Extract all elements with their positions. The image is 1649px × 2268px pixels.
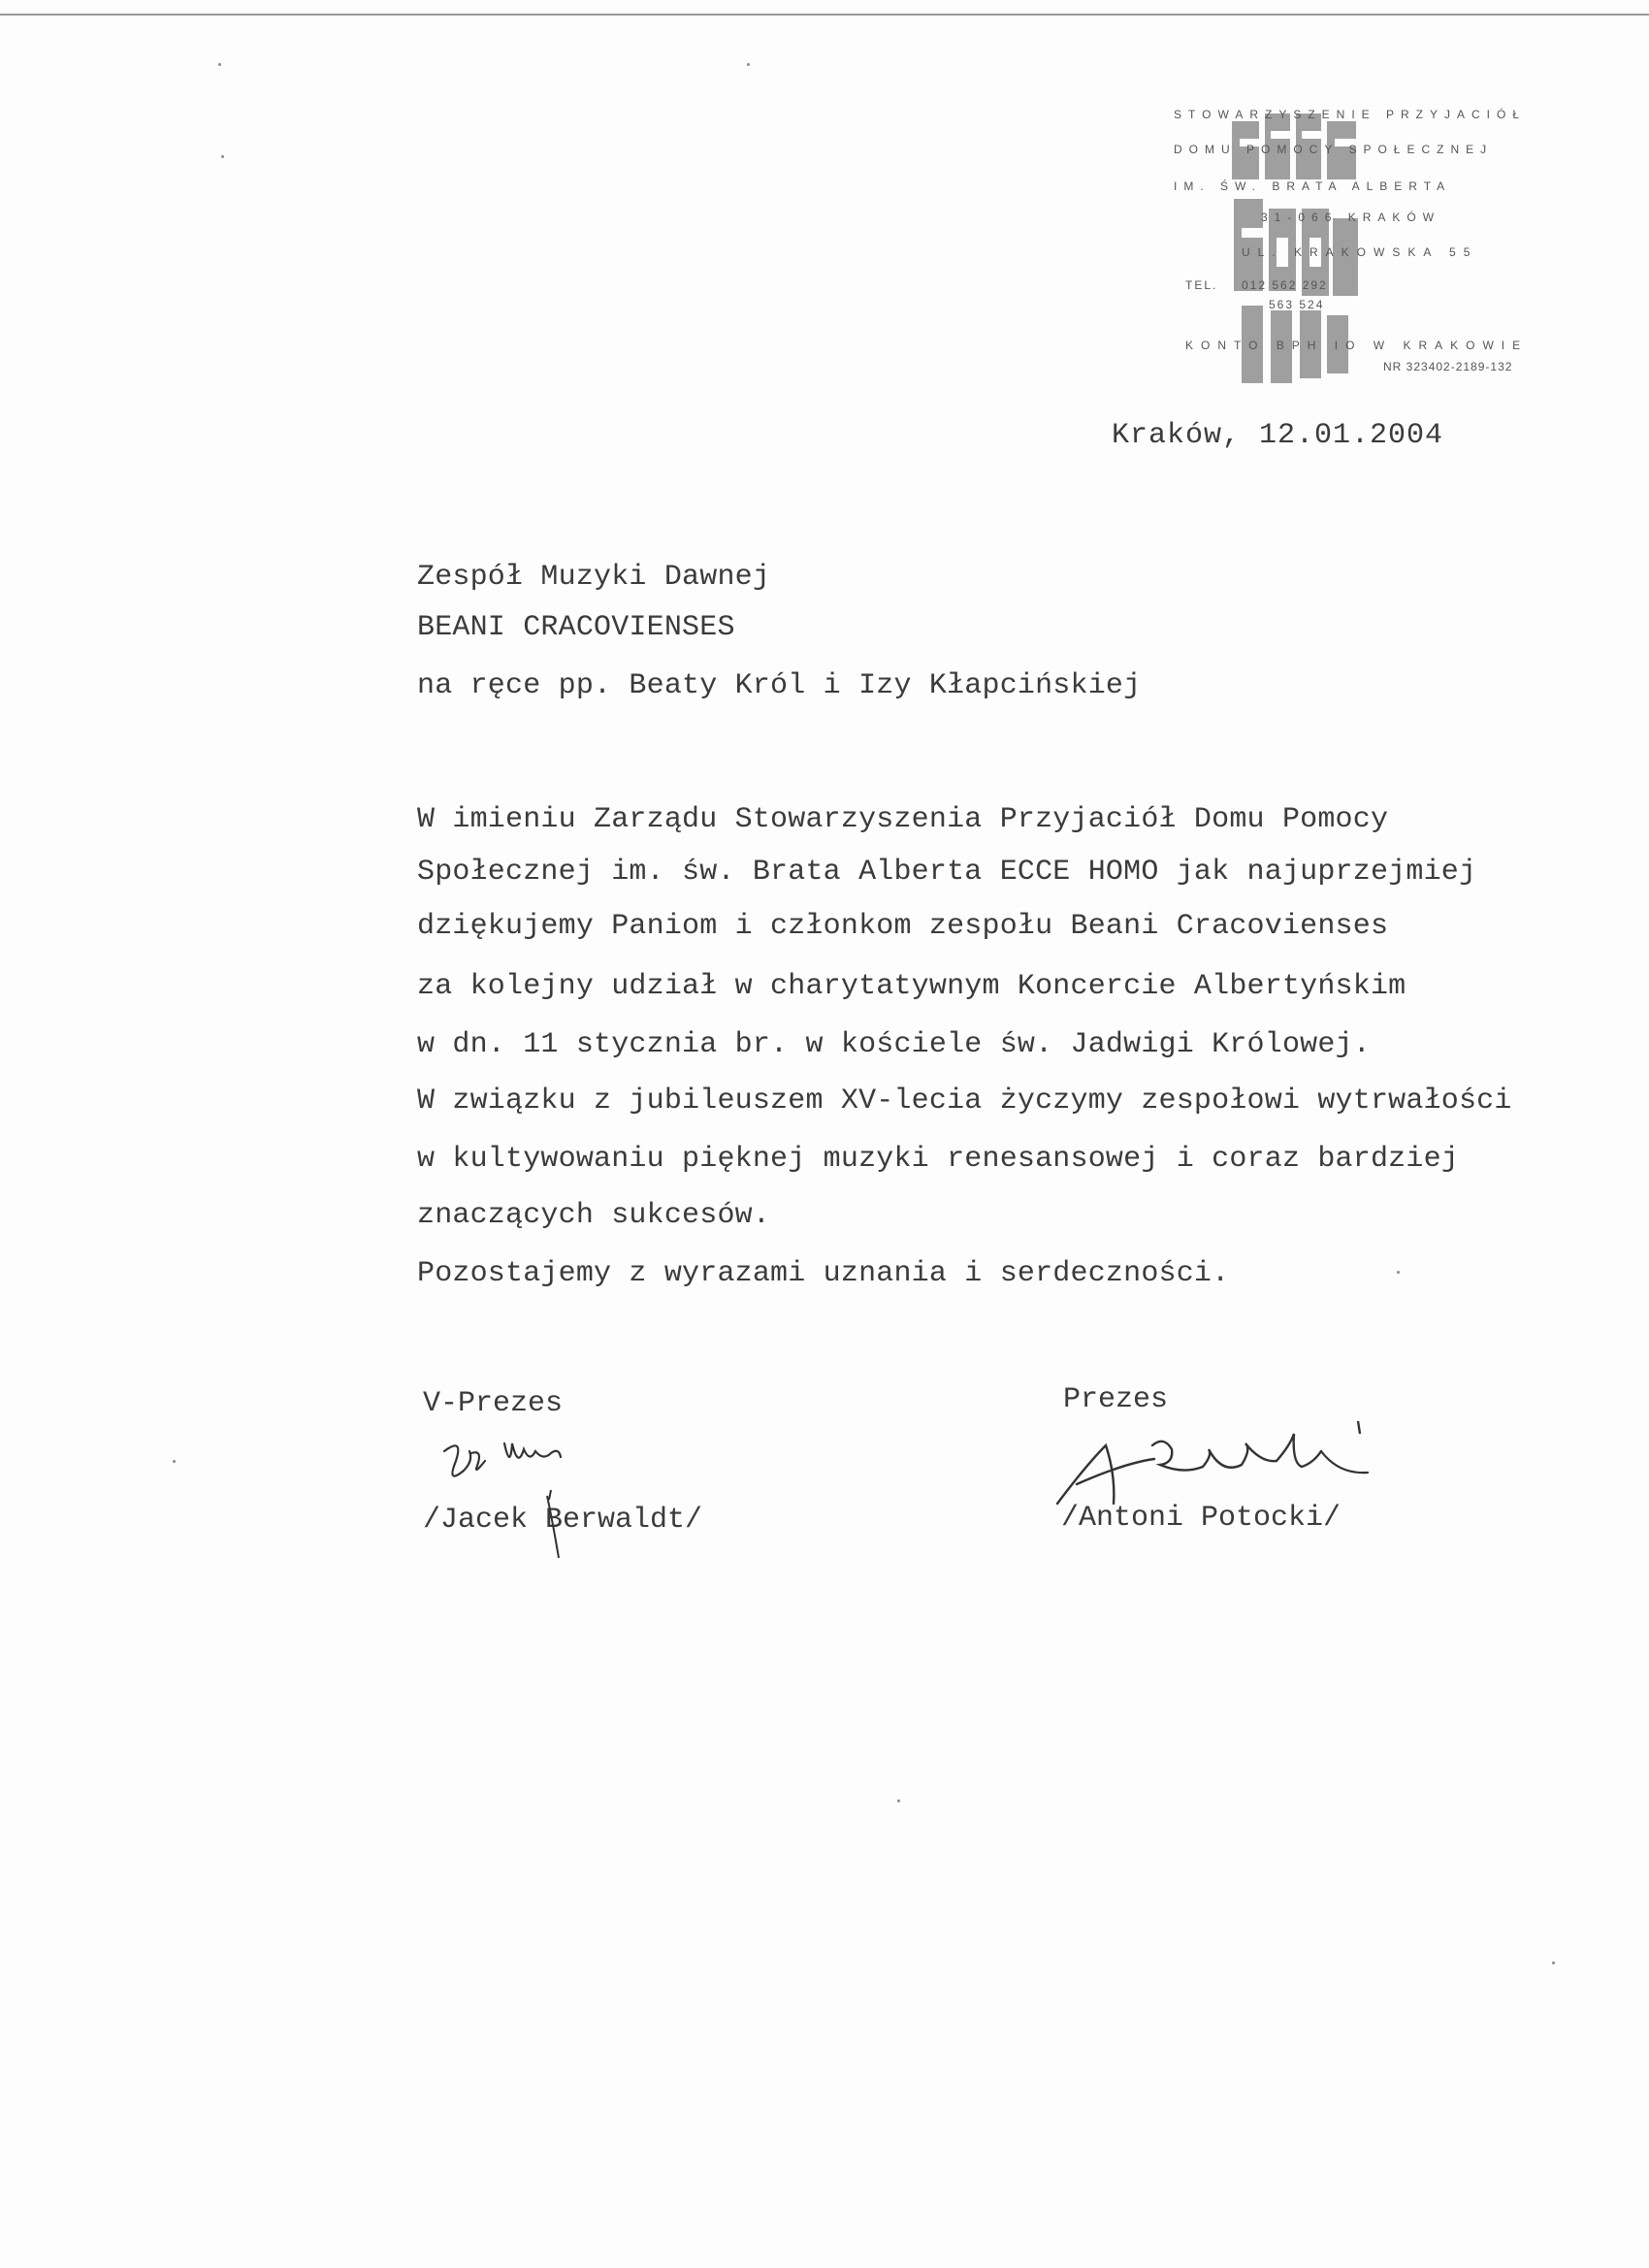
scan-speck bbox=[1552, 1961, 1555, 1964]
scan-speck bbox=[218, 63, 221, 66]
body-line-7: w kultywowaniu pięknej muzyki renesansowej i coraz bardziej bbox=[417, 1143, 1459, 1176]
scan-speck bbox=[173, 1460, 176, 1463]
org-account-label: KONTO BPH IO W KRAKOWIE bbox=[1185, 339, 1529, 352]
body-line-2: Społecznej im. św. Brata Alberta ECCE HOMO jak najuprzejmiej bbox=[417, 856, 1477, 889]
vice-president-signature bbox=[435, 1432, 609, 1500]
body-line-8: znaczących sukcesów. bbox=[417, 1199, 771, 1232]
org-phone-label: TEL. bbox=[1185, 278, 1218, 292]
letter-date: Kraków, 12.01.2004 bbox=[1112, 419, 1444, 452]
letterhead bbox=[1154, 102, 1581, 393]
org-phone-1: 012 562 292 bbox=[1242, 278, 1328, 292]
body-line-6: W związku z jubileuszem XV-lecia życzymy zespołowi wytrwałości bbox=[417, 1085, 1512, 1118]
body-line-5: w dn. 11 stycznia br. w kościele św. Jadwigi Królowej. bbox=[417, 1028, 1371, 1061]
body-line-9: Pozostajemy z wyrazami uznania i serdeczności. bbox=[417, 1257, 1230, 1290]
org-name-line3: IM. ŚW. BRATA ALBERTA bbox=[1174, 179, 1452, 193]
scan-speck bbox=[747, 63, 750, 66]
org-account-number: NR 323402-2189-132 bbox=[1383, 360, 1513, 373]
vice-president-title: V-Prezes bbox=[423, 1387, 564, 1420]
page-top-border bbox=[0, 14, 1649, 16]
recipient-line-2: BEANI CRACOVIENSES bbox=[417, 611, 735, 644]
org-name-line2: DOMU POMOCY SPOŁECZNEJ bbox=[1174, 143, 1494, 156]
body-line-3: dziękujemy Paniom i członkom zespołu Beani Cracovienses bbox=[417, 910, 1389, 943]
org-street: UL. KRAKOWSKA 55 bbox=[1242, 245, 1478, 259]
body-line-4: za kolejny udział w charytatywnym Koncercie Albertyńskim bbox=[417, 970, 1406, 1003]
vice-president-name: /Jacek Berwaldt/ bbox=[423, 1504, 703, 1537]
scan-speck bbox=[1397, 1271, 1400, 1274]
org-phone-2: 563 524 bbox=[1269, 298, 1325, 311]
org-name-line1: STOWARZYSZENIE PRZYJACIÓŁ bbox=[1174, 108, 1527, 121]
recipient-line-3: na ręce pp. Beaty Król i Izy Kłapcińskiej bbox=[417, 669, 1142, 702]
scan-speck bbox=[221, 155, 224, 158]
president-title: Prezes bbox=[1063, 1383, 1169, 1416]
scan-speck bbox=[897, 1799, 900, 1802]
president-name: /Antoni Potocki/ bbox=[1061, 1502, 1342, 1535]
body-line-1: W imieniu Zarządu Stowarzyszenia Przyjaciół Domu Pomocy bbox=[417, 803, 1389, 836]
recipient-line-1: Zespół Muzyki Dawnej bbox=[417, 561, 771, 594]
org-postal: 31-066 KRAKÓW bbox=[1261, 211, 1441, 224]
signature-stroke bbox=[543, 1494, 563, 1562]
